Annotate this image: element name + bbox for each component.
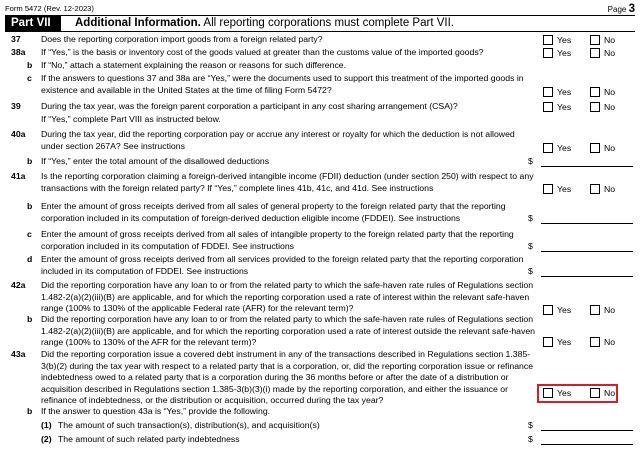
no-label: No <box>604 143 616 153</box>
amount-field[interactable] <box>541 434 633 445</box>
page-number <box>608 3 635 15</box>
amount-field[interactable] <box>541 213 633 224</box>
yes-label: Yes <box>557 184 572 194</box>
part-label: Part VII <box>5 16 61 31</box>
yes-checkbox[interactable] <box>543 87 553 97</box>
question-number: 38a <box>11 47 26 57</box>
question-number: b <box>27 156 33 166</box>
question-text: During the tax year, did the reporting corporation pay or accrue any interest or royalty for which the deduction is not allowed under section 267A? See instructions <box>41 129 515 151</box>
no-checkbox[interactable] <box>590 48 600 58</box>
no-label: No <box>604 337 616 347</box>
question-text: If “Yes,” complete Part VIII as instructed below. <box>41 114 221 124</box>
part-header <box>5 16 635 32</box>
yes-label: Yes <box>557 305 572 315</box>
no-checkbox[interactable] <box>590 143 600 153</box>
yes-no-pair <box>541 34 635 46</box>
no-label: No <box>604 388 616 398</box>
dollar-sign: $ <box>528 420 533 430</box>
question-number: d <box>27 254 33 264</box>
yes-no-pair <box>541 304 635 316</box>
form-id: Form 5472 (Rev. 12-2023) <box>5 4 94 13</box>
no-checkbox[interactable] <box>590 337 600 347</box>
highlight-box <box>537 384 618 403</box>
yes-no-pair <box>541 47 635 59</box>
yes-checkbox[interactable] <box>543 102 553 112</box>
question-number: b <box>27 60 33 70</box>
no-label: No <box>604 102 616 112</box>
question-number: c <box>27 73 32 83</box>
no-label: No <box>604 184 616 194</box>
no-label: No <box>604 48 616 58</box>
no-label: No <box>604 305 616 315</box>
amount-field[interactable] <box>541 156 633 167</box>
yes-checkbox[interactable] <box>543 337 553 347</box>
question-number: 37 <box>11 34 21 44</box>
yes-no-pair <box>541 101 635 113</box>
question-text: If “No,” attach a statement explaining the reason or reasons for such difference. <box>41 60 347 70</box>
yes-no-pair <box>541 86 635 98</box>
question-text: Is the reporting corporation claiming a foreign-derived intangible income (FDII) deduction (under section 250) with respect to any transactions with the foreign related party? If “Yes,” complete lines 41b, 41c, and 41d. See instructions <box>41 171 534 193</box>
yes-label: Yes <box>557 87 572 97</box>
dollar-sign: $ <box>528 213 533 223</box>
question-number: c <box>27 229 32 239</box>
yes-label: Yes <box>557 388 572 398</box>
dollar-sign: $ <box>528 434 533 444</box>
yes-no-pair <box>541 336 635 348</box>
question-text: Did the reporting corporation have any loan to or from the related party to which the safe-haven rate rules of Regulations section 1.482-2(a)(2)(iii)(B) are applicable, and for which the reporting corporation used a rate of interest outside the relevant safe-haven range (100% to 130% of the AFR for the relevant term)? <box>41 314 536 348</box>
question-number: b <box>27 406 33 416</box>
dollar-sign: $ <box>528 266 533 276</box>
part-title-bold: Additional Information. <box>75 17 201 29</box>
yes-checkbox[interactable] <box>543 143 553 153</box>
no-checkbox[interactable] <box>590 35 600 45</box>
question-text: Enter the amount of gross receipts derived from all services provided to the foreign related party that the reporting corporation included in its computation of FDDEI. See instructions <box>41 254 524 276</box>
yes-label: Yes <box>557 143 572 153</box>
question-text: Did the reporting corporation have any loan to or from the related party to which the safe-haven rate rules of Regulations section 1.482-2(a)(2)(iii)(B) are applicable, and for which the reporting corporation used a rate of interest within the relevant safe-haven range (100% to 130% of the applicable Federal rate (AFR) for the relevant term)? <box>41 280 534 314</box>
no-label: No <box>604 35 616 45</box>
question-number: b <box>27 201 33 211</box>
page-number-value: 3 <box>628 3 635 15</box>
amount-field[interactable] <box>541 241 633 252</box>
yes-checkbox[interactable] <box>543 305 553 315</box>
no-checkbox[interactable] <box>590 184 600 194</box>
question-text: If the answer to question 43a is “Yes,” provide the following. <box>41 406 271 416</box>
question-number: (2) <box>41 434 52 444</box>
yes-label: Yes <box>557 102 572 112</box>
yes-checkbox[interactable] <box>543 48 553 58</box>
question-number: b <box>27 314 33 324</box>
amount-field[interactable] <box>541 420 633 431</box>
page-label: Page <box>607 5 627 14</box>
question-text: Enter the amount of gross receipts derived from all sales of intangible property to the foreign related party that the reporting corporation included in its computation of FDDEI. See instructions <box>41 229 514 251</box>
no-checkbox[interactable] <box>590 305 600 315</box>
yes-no-pair <box>541 142 635 154</box>
question-text: Did the reporting corporation issue a covered debt instrument in any of the transactions described in Regulations section 1.385-3(b)(2) during the tax year with respect to a related party that is a corporation, or, did the reporting corporation issue or refinance indebtedness owed to a related party that is a corporation during the 36 months before or after the date of a distribution or acquisition described in Regulations section 1.385-3(b)(3)(i) made by the reporting corporation, and either the issuance or refinance of indebtedness, or the distribution or acquisition, occurred during the tax year? <box>41 349 534 406</box>
yes-checkbox[interactable] <box>543 184 553 194</box>
yes-label: Yes <box>557 337 572 347</box>
question-number: 40a <box>11 129 26 139</box>
question-text: Enter the amount of gross receipts derived from all sales of general property to the foreign related party that the reporting corporation included in its computation of foreign-derived deduction eligible income (FDDEI). See instructions <box>41 201 506 223</box>
yes-checkbox[interactable] <box>543 35 553 45</box>
question-number: (1) <box>41 420 52 430</box>
question-number: 43a <box>11 349 26 359</box>
question-text: If “Yes,” enter the total amount of the disallowed deductions <box>41 156 270 166</box>
question-number: 42a <box>11 280 26 290</box>
no-checkbox[interactable] <box>590 87 600 97</box>
question-text: If “Yes,” is the basis or inventory cost of the goods valued at greater than the customs value of the imported goods? <box>41 47 484 57</box>
question-number: 39 <box>11 101 21 111</box>
dollar-sign: $ <box>528 156 533 166</box>
yes-no-pair <box>541 183 635 195</box>
yes-label: Yes <box>557 48 572 58</box>
question-text: Does the reporting corporation import goods from a foreign related party? <box>41 34 323 44</box>
question-number: 41a <box>11 171 26 181</box>
question-text: The amount of such transaction(s), distribution(s), and acquisition(s) <box>58 420 320 430</box>
question-text: During the tax year, was the foreign parent corporation a participant in any cost sharing arrangement (CSA)? <box>41 101 458 111</box>
no-label: No <box>604 87 616 97</box>
question-text: The amount of such related party indebtedness <box>58 434 240 444</box>
part-title-rest: All reporting corporations must complete Part VII. <box>200 17 454 29</box>
yes-label: Yes <box>557 35 572 45</box>
no-checkbox[interactable] <box>590 102 600 112</box>
question-text: If the answers to questions 37 and 38a are “Yes,” were the documents used to support this treatment of the imported goods in existence and available in the United States at the time of filing Form 5472? <box>41 73 524 95</box>
dollar-sign: $ <box>528 241 533 251</box>
amount-field[interactable] <box>541 266 633 277</box>
part-title <box>75 16 454 31</box>
